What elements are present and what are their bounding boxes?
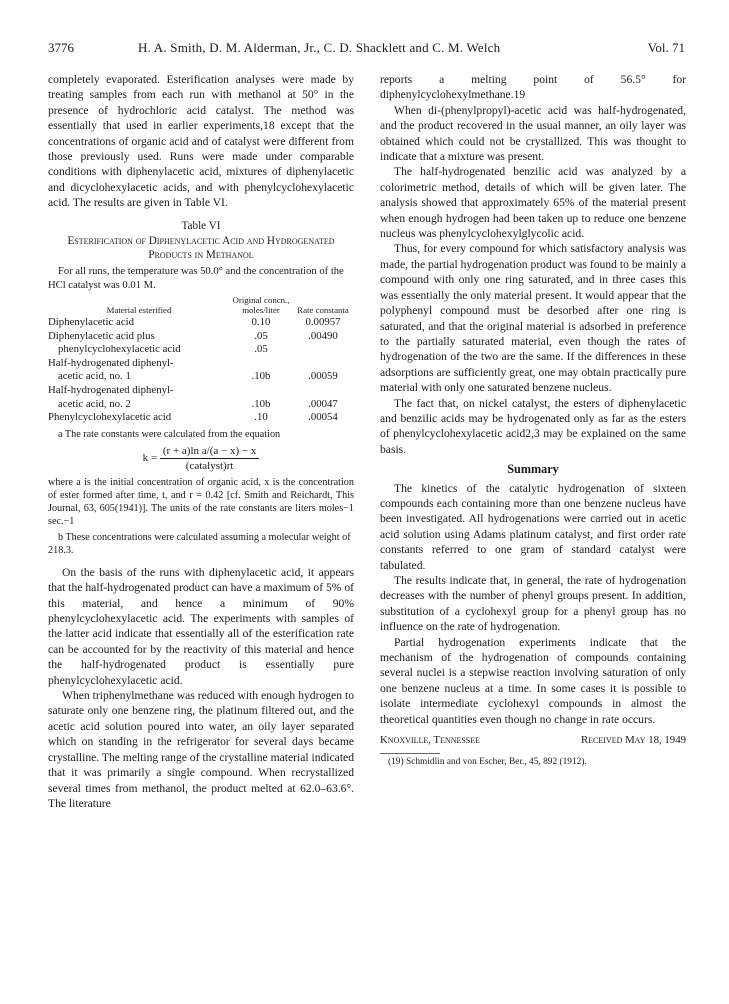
page-number: 3776	[48, 40, 74, 55]
right-column	[380, 72, 686, 768]
rate-equation	[48, 444, 354, 473]
cell-concn	[230, 357, 292, 371]
equation-fraction	[160, 444, 259, 473]
cell-material: phenylcyclohexylacetic acid	[58, 343, 181, 356]
paragraph: Thus, for every compound for which satisfactory analysis was made, the partial hydrogenation product was found to be mainly a compound with only one ring saturated, and in three cases this was essentially the only material present. It would appear that the polyphenyl compound must be desorbed after one ring is saturated, and that the original material is adsorbed in preference to the partially saturated material, even though the rates of hydrogenation of the two are the same. If the differences in these adsorptions are sufficiently great, one may obtain practically pure material with only one saturated benzene nucleus.	[380, 242, 686, 395]
col-header-rate: Rate constanta	[297, 305, 349, 316]
equation-lhs: k =	[142, 451, 158, 464]
cell-material: Half-hydrogenated diphenyl-	[48, 384, 174, 397]
table-row	[48, 316, 354, 330]
cell-material: Phenylcyclohexylacetic acid	[48, 411, 172, 424]
paragraph: The kinetics of the catalytic hydrogenation of sixteen compounds each containing more than one benzene nucleus have been investigated. All hydrogenations were carried out in acetic acid solution using Adams platinum catalyst, and first order rate constants referred to one gram of standard catalyst were tabulated.	[380, 481, 686, 572]
dateline	[380, 733, 686, 747]
cell-rate: .00490	[308, 329, 338, 342]
cell-concn: 0.10	[251, 316, 271, 329]
table-subtitle: Esterification of Diphenylacetic Acid and Hydrogenated Products in Methanol	[67, 235, 335, 262]
table-footnote-a: a The rate constants were calculated from the equation	[58, 428, 281, 440]
summary-heading: Summary	[507, 462, 559, 477]
cell-concn: .10	[254, 411, 268, 424]
cell-rate	[292, 343, 354, 357]
table-row	[48, 370, 354, 384]
cell-material: Diphenylacetic acid	[48, 316, 135, 329]
table-caption: Table VI	[181, 219, 221, 232]
table-note: For all runs, the temperature was 50.0° and the concentration of the HCl catalyst was 0.01 M.	[48, 266, 344, 291]
table-row	[48, 411, 354, 425]
received-date: Received May 18, 1949	[580, 734, 686, 747]
volume-label: Vol. 71	[647, 40, 685, 55]
esterification-table	[48, 294, 354, 425]
location: Knoxville, Tennessee	[380, 734, 481, 747]
col-header-material: Material esterified	[106, 305, 172, 316]
paragraph: The results indicate that, in general, the rate of hydrogenation decreases with the number of phenyl groups present. In addition, substitution of a cyclohexyl group for a phenyl group has no influence on the rate of hydrogenation.	[380, 574, 686, 634]
cell-rate: .00047	[308, 397, 338, 410]
cell-rate: .00059	[308, 370, 338, 383]
footnote: (19) Schmidlin and von Escher, Ber., 45, 892 (1912).	[388, 757, 587, 768]
cell-concn: .10b	[251, 370, 271, 383]
paragraph: Partial hydrogenation experiments indicate that the mechanism of the hydrogenation of compounds containing several nuclei is a stepwise reaction involving saturation of only one benzene nucleus at a time. In some cases it is possible to isolate intermediate cyclohexyl compounds in almost the theoretical quantities even though no change in rate occurs.	[380, 635, 686, 726]
paragraph: The half-hydrogenated benzilic acid was analyzed by a colorimetric method, details of which will be given later. The analysis showed that approximately 65% of the material present when enough hydrogen had been taken up to reduce one benzene nucleus was phenylcyclohexylglycolic acid.	[380, 165, 686, 241]
table-footnote-where: where a is the initial concentration of organic acid, x is the concentration of ester formed after time, t, and r = 0.42 [cf. Smith and Reichardt, This Journal, 63, 605(1941)]. The units of the rate constants are liters moles−1 sec.−1	[48, 476, 354, 527]
left-column	[48, 72, 354, 811]
cell-rate	[292, 357, 354, 371]
table-footnote-b: b These concentrations were calculated assuming a molecular weight of 218.3.	[48, 531, 351, 556]
paragraph: reports a melting point of 56.5° for diphenylcyclohexylmethane.19	[380, 73, 686, 102]
running-authors: H. A. Smith, D. M. Alderman, Jr., C. D. Shacklett and C. M. Welch	[138, 40, 501, 55]
cell-concn: .05	[254, 343, 268, 356]
running-header	[48, 40, 685, 60]
cell-concn	[230, 384, 292, 398]
table-row	[48, 357, 354, 371]
paragraph: completely evaporated. Esterification analyses were made by treating samples from each run with methanol at 50° in the presence of hydrochloric acid catalyst. The method was essentially that used in earlier experiments,18 except that the concentrations of organic acid and of catalyst were different from those previously used. Runs were made under comparable conditions with diphenylacetic acid, mixtures of diphenylacetic and dicyclohexylacetic acids, and with phenylcyclohexylacetic acid. The results are given in Table VI.	[48, 73, 354, 210]
table-row	[48, 330, 354, 344]
col-header-concn: Original concn., moles/liter	[232, 295, 290, 316]
cell-material: acetic acid, no. 2	[58, 397, 131, 410]
paragraph: When di-(phenylpropyl)-acetic acid was half-hydrogenated, and the product recovered in the usual manner, an oily layer was obtained which could not be crystallized. This was thought to indicate that a mixture was present.	[380, 103, 686, 164]
cell-rate: .00054	[308, 411, 338, 424]
cell-concn: .10b	[251, 397, 271, 410]
cell-material: Diphenylacetic acid plus	[48, 329, 155, 342]
equation-numerator: (r + a)ln a/(a − x) − x	[160, 444, 259, 459]
cell-material: acetic acid, no. 1	[58, 370, 131, 383]
table-row	[48, 343, 354, 357]
paragraph: The fact that, on nickel catalyst, the esters of diphenylacetic and benzilic acids may be hydrogenated only as far as the esters of phenylcyclohexylacetic acid2,3 may be explained on the same basis.	[380, 396, 686, 456]
cell-concn: .05	[254, 329, 268, 342]
footnote-divider	[380, 753, 440, 754]
table-row	[48, 398, 354, 412]
table-row	[48, 384, 354, 398]
cell-material: Half-hydrogenated diphenyl-	[48, 356, 174, 369]
paragraph: When triphenylmethane was reduced with enough hydrogen to saturate only one benzene ring, the platinum filtered out, and the acetic acid solution poured into water, an oily layer separated which on standing in the refrigerator for several days became crystalline. The melting range of the crystalline material indicated that it was primarily a single compound. When recrystallized several times from methanol, the product melted at 62.0–63.6°. The literature	[48, 689, 354, 810]
cell-rate	[292, 384, 354, 398]
paragraph: On the basis of the runs with diphenylacetic acid, it appears that the half-hydrogenated product can have a maximum of 5% of this material, and hence a minimum of 90% phenylcyclohexylacetic acid. The experiments with samples of the latter acid indicate that essentially all of the esterification rate can be accounted for by the reactivity of this material and hence the half-hydrogenated product is essentially pure phenylcyclohexylacetic acid.	[48, 565, 354, 687]
table-header-row	[48, 294, 354, 316]
cell-rate: 0.00957	[305, 316, 341, 329]
equation-denominator: (catalyst)rt	[185, 459, 234, 472]
